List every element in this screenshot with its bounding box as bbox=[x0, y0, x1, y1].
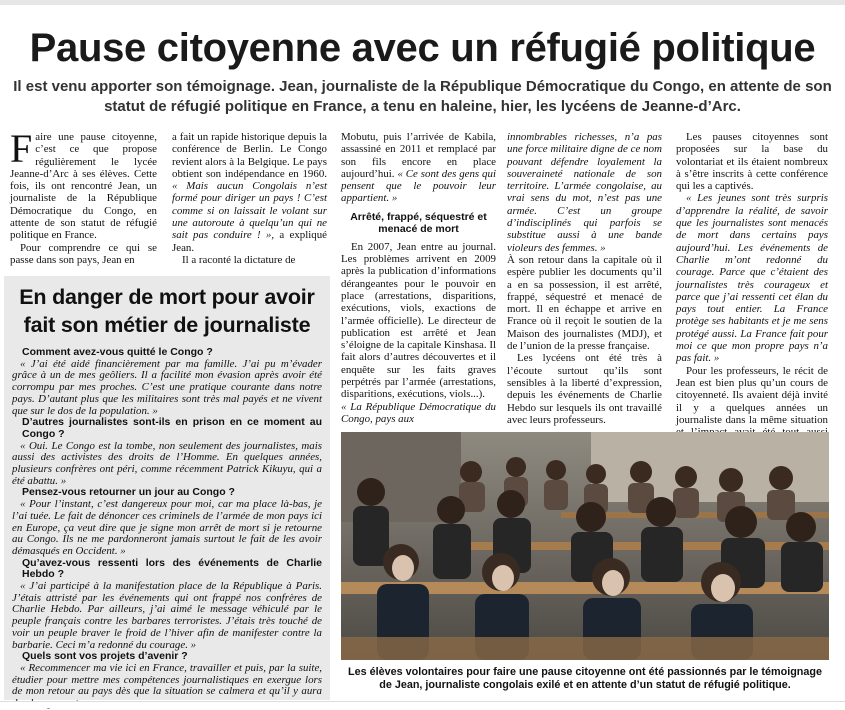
interview-answer: « Pour l’instant, c’est dangereux pour moi, car ma place là-bas, je l’ai tuée. Le fait de dénoncer ces criminels de l’armée de mon pays ici en Europe, ça veut dire que je signe mon arrêt de mort si je retourne au Congo. Ils ne me pardonneront jamais surtout le fait de les avoir démasqués en Occident. » bbox=[12, 498, 322, 557]
photo-caption: Les élèves volontaires pour faire une pause citoyenne ont été passionnés par le témoignage de Jean, journaliste congolais exilé et en attente d’un statut de réfugié politique. bbox=[347, 666, 822, 691]
paragraph bbox=[10, 126, 157, 242]
quote: « Les jeunes sont très surpris d’apprendre la réalité, de savoir que les journalistes sont menacés de mort dans certains pays aujourd’hui. Les événements de Charlie m’ont redonné du courage. Parce que c’étaient des journalistes très courageux et parce que j’ai ressenti cet élan du pays tout entier. La France protège ses habitants et je me sens protégé aussi. La France fait pour moi ce que mon propre pays n’a pas fait. » bbox=[676, 192, 828, 365]
article-column-3 bbox=[341, 131, 496, 425]
interview-question: Qu’avez-vous ressenti lors des événements de Charlie Hebdo ? bbox=[22, 556, 322, 581]
paragraph: Il a raconté la dictature de bbox=[182, 253, 296, 266]
paragraph: Pour les professeurs, le récit de Jean est bien plus qu’un cours de citoyenneté. Ils avaient déjà invité il y a quelques années un journaliste dans la même situation bbox=[676, 364, 828, 426]
interview-question: Quels sont vos projets d’avenir ? bbox=[22, 650, 188, 663]
paragraph: Les pauses citoyennes sont proposées sur la base du volontariat et ils étaient nombreux à s’être inscrits à cette conférence qui les a captivés. bbox=[676, 131, 828, 193]
interview-answer: « Recommencer ma vie ici en France, travailler et puis, par la suite, étudier pour mettre mes compétences journalistiques en exergue lors de mon retour au pays dès que la situation se calmera et qu’il y aura bbox=[12, 661, 322, 698]
interview-answer: « J’ai été aidé financièrement par ma famille. J’ai pu m’évader grâce à un de mes geôliers. Il a facilité mon évasion après avoir été corrompu par mes proches. C’est une pratique courante dans notre pays. D’autant plus que les militaires sont très mal payés et ne vivent que sur le dos de la population. » bbox=[12, 357, 322, 417]
paragraph: À son retour dans la capitale où il espère publier les documents qu’il a en sa possession, il est arrêté, frappé, séquestré et menacé de mort. Il en échappe et arrive en France où il reçoit le soutien de la Maison des journalistes (MDJ), et de l’union de la presse française. bbox=[507, 253, 662, 353]
headline: Pause citoyenne avec un réfugié politique bbox=[29, 26, 816, 70]
interview-answer: « J’ai participé à la manifestation place de la République à Paris. J’étais attristé par les événements qui ont frappé nos confrères de Charlie Hebdo. Par ailleurs, j’ai aimé le message véhiculé par le peuple français contre les barbares terroristes. J’étais très touché de voir un peuple braver le froid de l’hiver afin de manifester contre la barbarie. Ceci m’a redonné du courage. » bbox=[12, 580, 322, 651]
article-column-1 bbox=[10, 126, 157, 266]
paragraph bbox=[172, 131, 327, 254]
paragraph bbox=[341, 131, 496, 205]
chapo: Il est venu apporter son témoignage. Jean, journaliste de la République Démocratique du Congo, en attente de son statut de réfugié politique en France, a tenu en haleine, hier, les lycéens de Jeanne-d’Arc. bbox=[13, 78, 832, 115]
top-strip bbox=[0, 0, 845, 5]
paragraph: Les lycéens ont été très à l’écoute surtout qu’ils sont sensibles à la liberté d’expression, depuis les événements de Charlie Hebdo sur lesquels ils ont travaillé avec leurs professeurs. bbox=[507, 352, 662, 426]
classroom-photo-illustration bbox=[341, 432, 829, 660]
interview-question: D’autres journalistes sont-ils en prison en ce moment au Congo ? bbox=[22, 416, 322, 440]
paragraph-text: Mobutu, puis l’arrivée de Kabila, assassiné en 2011 et remplacé par son fils encore en place aujourd’hui. bbox=[341, 131, 496, 180]
interview-body bbox=[12, 347, 322, 710]
paragraph-text: aire une pause citoyenne, c’est ce que propose régulièrement le lycée Jeanne-d’Arc à ses élèves. Cette fois, ils ont rencontré Jean, un journaliste de la République Démocratique du Congo, en attente de son statut de réfugié politique en France. bbox=[10, 131, 157, 242]
interview-question: Comment avez-vous quitté le Congo ? bbox=[22, 346, 213, 358]
drop-cap: F bbox=[10, 126, 33, 171]
interview-answer: « Oui. Le Congo est la tombe, non seulement des journalistes, mais aussi des activistes des droits de l’Homme. En quelques années, plusieurs confrères ont péri, comme récemment Patrick Kikuyu, qui a été abattu. » bbox=[12, 439, 322, 487]
interview-title: En danger de mort pour avoir fait son métier de journaliste bbox=[19, 285, 315, 337]
paragraph: En 2007, Jean entre au journal. Les problèmes arrivent en 2009 après la publication d’informations dérangeantes pour le pouvoir en place (arrestations, disparitions, exécutions, viols, exactions de l’armée officielle). Le directeur de publication est arrêté et Jean s’éloigne de la capitale Kinshasa. Il fait alors d’autres découvertes et il enquête sur les faits graves perpétrés par l’armée (arrestations, disparitions, exécutions, viols...). bbox=[341, 240, 496, 401]
paragraph-text: a fait un rapide historique depuis la conférence de Berlin. Le Congo revient alors à la Belgique. Le pays obtient son indépendance en 1960. bbox=[172, 131, 327, 180]
quote: « La République Démocratique du Congo, pays aux bbox=[341, 400, 496, 425]
subheading: Arrêté, frappé, séquestré et menacé de mort bbox=[350, 210, 487, 235]
paragraph: Pour comprendre ce qui se passe dans son pays, Jean en bbox=[10, 241, 157, 266]
quote: « Ce sont des gens qui pensent que le pouvoir leur appartient. » bbox=[341, 167, 496, 205]
paragraph-text: , a expliqué Jean. bbox=[172, 229, 327, 254]
classroom-photo bbox=[341, 432, 829, 660]
quote: innombrables richesses, n’a pas une force militaire digne de ce nom pouvant défendre loyalement la souveraineté nationale de son territoire. L’armée congolaise, au vrai sens du mot, n’est pas une armée. C’est un groupe d’indisciplinés qui parfois se substitue aussi à une bande violeurs des femmes. » bbox=[507, 131, 662, 254]
quote: « Mais aucun Congolais n’est formé pour diriger un pays ! C’est comme si on laissait le volant sur une autoroute à quelqu’un qui ne sait pas conduire ! » bbox=[172, 180, 327, 242]
interview-question: Pensez-vous retourner un jour au Congo ? bbox=[22, 486, 235, 499]
article-column-2 bbox=[172, 131, 327, 266]
article-column-4 bbox=[507, 131, 662, 426]
article-column-5 bbox=[676, 131, 828, 451]
